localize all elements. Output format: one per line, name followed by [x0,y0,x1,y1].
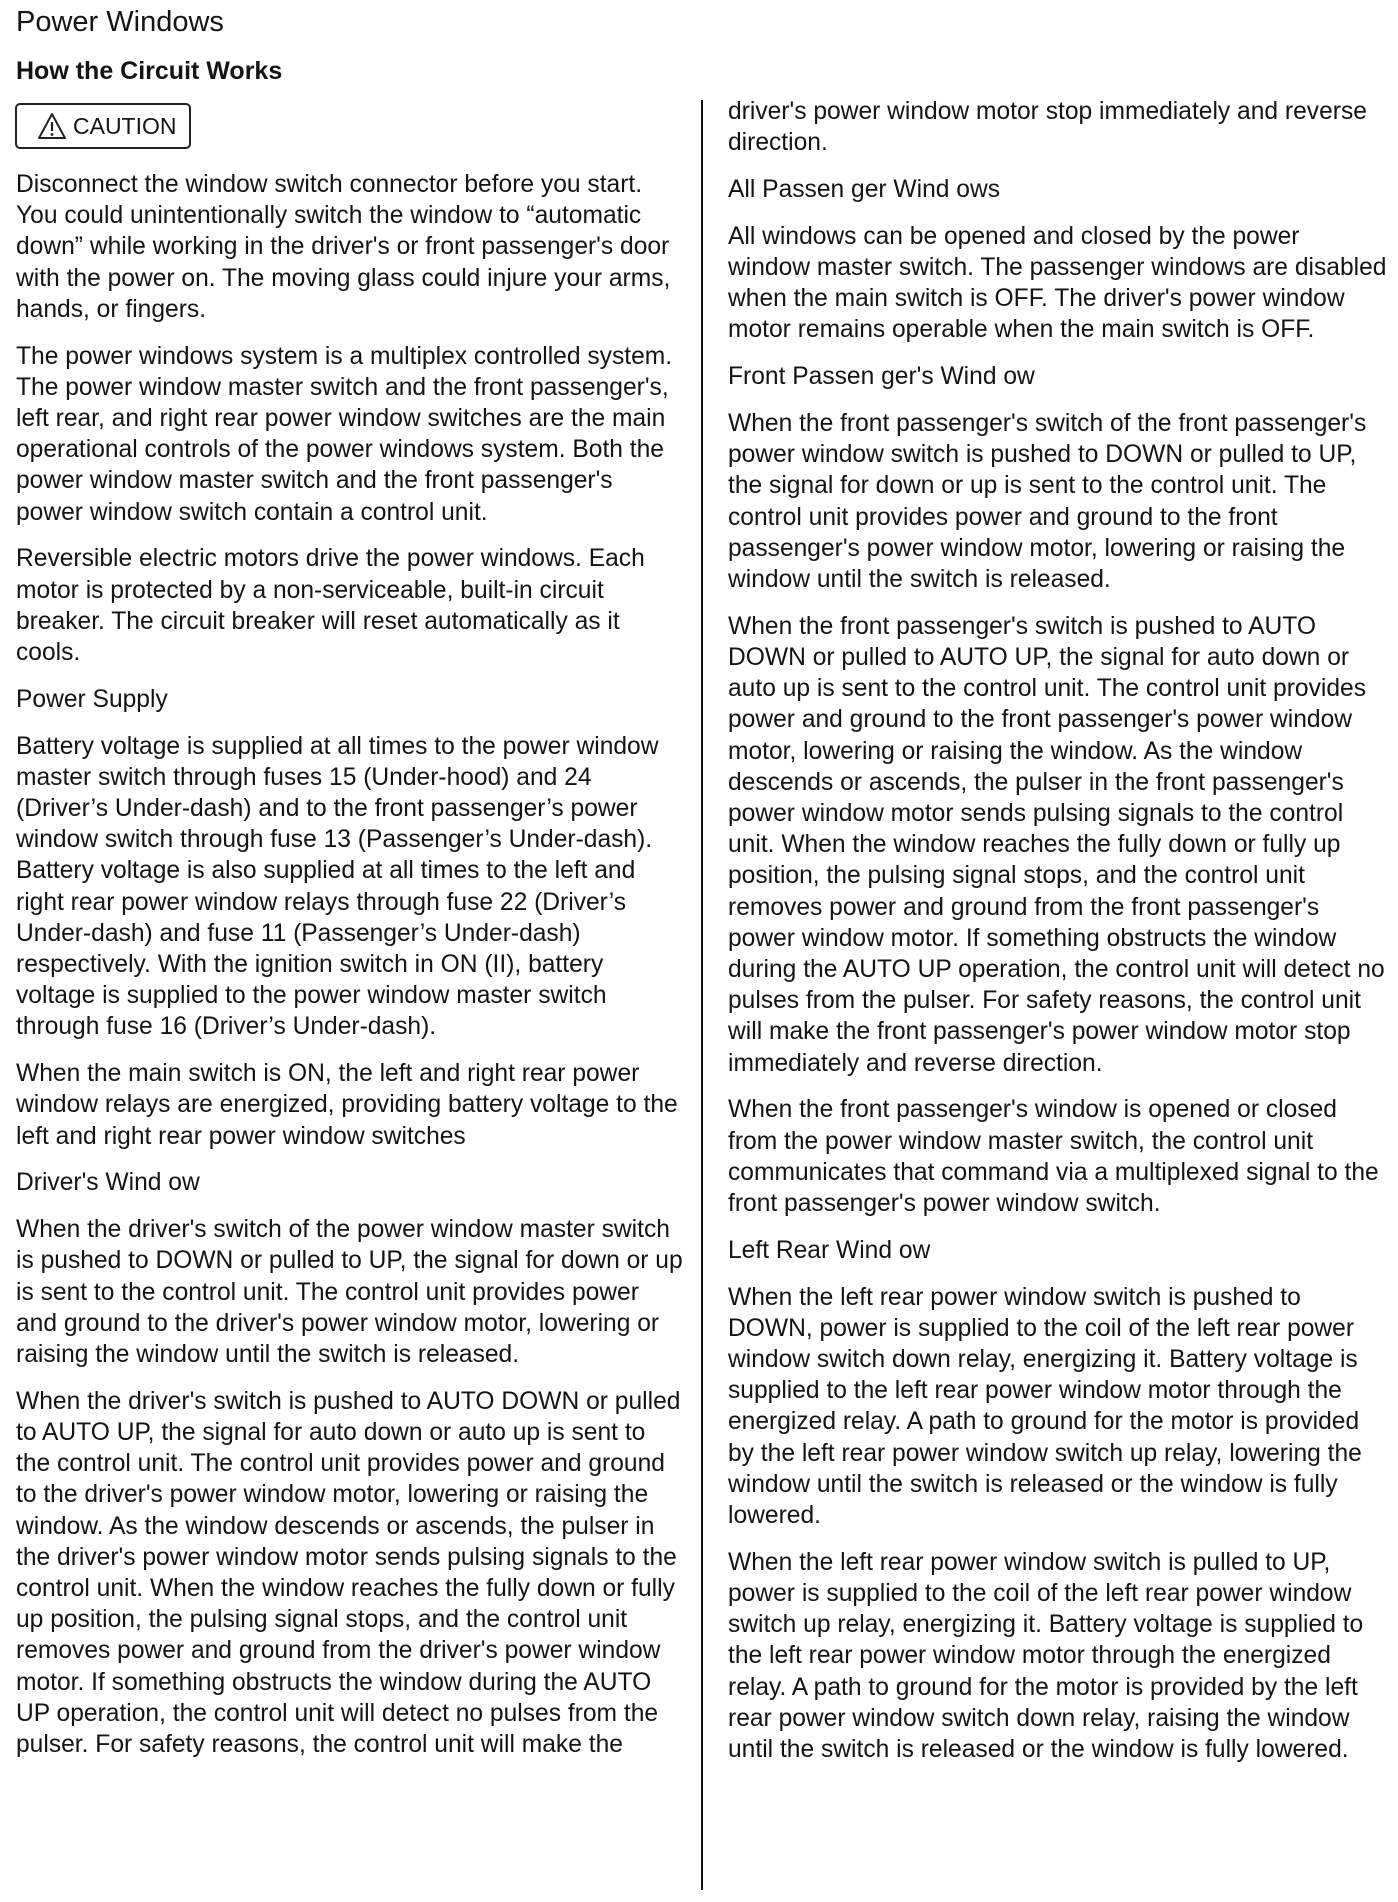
subsection-heading: Driver's Wind ow [16,1169,200,1197]
paragraph: When the front passenger's switch of the front passenger's power window switch is pushed to DOWN or pulled to UP, the signal for down or up is sent to the control unit. The control unit provides power and ground to the front passenger's power window motor, lowering or raising the window until the switch is released. [728,410,1367,594]
paragraph: The power windows system is a multiplex controlled system. The power window master switch and the front passenger's, left rear, and right rear power window switches are the main operational controls of the power windows system. Both the power window master switch and the front passenger's power window switch contain a control unit. [16,342,673,526]
subsection-heading: Power Supply [16,685,168,713]
paragraph: When the main switch is ON, the left and right rear power window relays are energized, providing battery voltage to the left and right rear power window switches [16,1060,678,1150]
subsection-heading: All Passen ger Wind ows [728,176,1001,203]
paragraph: Disconnect the window switch connector before you start. You could unintentionally switch the window to “automatic down” while working in the driver's or front passenger's door with the power on. The moving glass could injure your arms, hands, or fingers. [16,171,671,323]
right-column [728,0,1388,1781]
paragraph: When the left rear power window switch is pulled to UP, power is supplied to the coil of the left rear power window switch up relay, energizing it. Battery voltage is supplied to the left rear power window motor through the energized relay. A path to ground for the motor is provided by the left rear power window switch down relay, raising the window until the switch is released or the window is fully lowered. [728,1548,1364,1764]
left-column [16,0,683,1776]
page-title: Power Windows [16,6,224,38]
paragraph: When the front passenger's switch is pushed to AUTO DOWN or pulled to AUTO UP, the signal for auto down or auto up is sent to the control unit. The control unit provides power and ground to the front passenger's power window motor, lowering or raising the window. As the window descends or ascends, the pulser in the front passenger's power window motor sends pulsing signals to the control unit. When the window reaches the fully down or fully up position, the pulsing signal stops, and the control unit removes power and ground from the front passenger's power window motor. If something obstructs the window during the AUTO UP operation, the control unit will detect no pulses from the pulser. For safety reasons, the control unit will make the front passenger's power window motor stop immediately and reverse direction. [728,612,1385,1077]
subsection-heading: Front Passen ger's Wind ow [728,363,1035,391]
paragraph: When the driver's switch of the power window master switch is pushed to DOWN or pulled to UP, the signal for down or up is sent to the control unit. The control unit provides power and ground to the driver's power window motor, lowering or raising the window until the switch is released. [16,1216,683,1369]
paragraph: All windows can be opened and closed by the power window master switch. The passenger windows are disabled when the main switch is OFF. The driver's power window motor remains operable when the main switch is OFF. [728,222,1387,344]
column-divider [701,100,703,1890]
paragraph: Battery voltage is supplied at all times to the power window master switch through fuses 15 (Under-hood) and 24 (Driver’s Under-dash) and to the front passenger’s power window switch through fuse 13 (Passenger’s Under-dash). Battery voltage is also supplied at all times to the left and right rear power window relays through fuse 22 (Driver’s Under-dash) and fuse 11 (Passenger’s Under-dash) respectively. With the ignition switch in ON (II), battery voltage is supplied to the power window master switch through fuse 16 (Driver’s Under-dash). [16,732,659,1041]
paragraph: Reversible electric motors drive the power windows. Each motor is protected by a non-serviceable, built-in circuit breaker. The circuit breaker will reset automatically as it cools. [16,545,645,667]
section-title: How the Circuit Works [16,57,283,85]
caution-label: CAUTION [73,112,177,139]
paragraph: driver's power window motor stop immediately and reverse direction. [728,98,1367,157]
paragraph: When the front passenger's window is opened or closed from the power window master switch, the control unit communicates that command via a multiplexed signal to the front passenger's power window switch. [728,1096,1379,1218]
subsection-heading: Left Rear Wind ow [728,1236,931,1264]
paragraph: When the left rear power window switch is pushed to DOWN, power is supplied to the coil of the left rear power window switch down relay, energizing it. Battery voltage is supplied to the left rear power window motor through the energized relay. A path to ground for the motor is provided by the left rear power window switch up relay, lowering the window until the switch is released or the window is fully lowered. [728,1283,1362,1530]
paragraph: When the driver's switch is pushed to AUTO DOWN or pulled to AUTO UP, the signal for auto down or auto up is sent to the control unit. The control unit provides power and ground to the driver's power window motor, lowering or raising the window. As the window descends or ascends, the pulser in the driver's power window motor sends pulsing signals to the control unit. When the window reaches the fully down or fully up position, the pulsing signal stops, and the control unit removes power and ground from the driver's power window motor. If something obstructs the window during the AUTO UP operation, the control unit will detect no pulses from the pulser. For safety reasons, the control unit will make the [16,1387,681,1759]
